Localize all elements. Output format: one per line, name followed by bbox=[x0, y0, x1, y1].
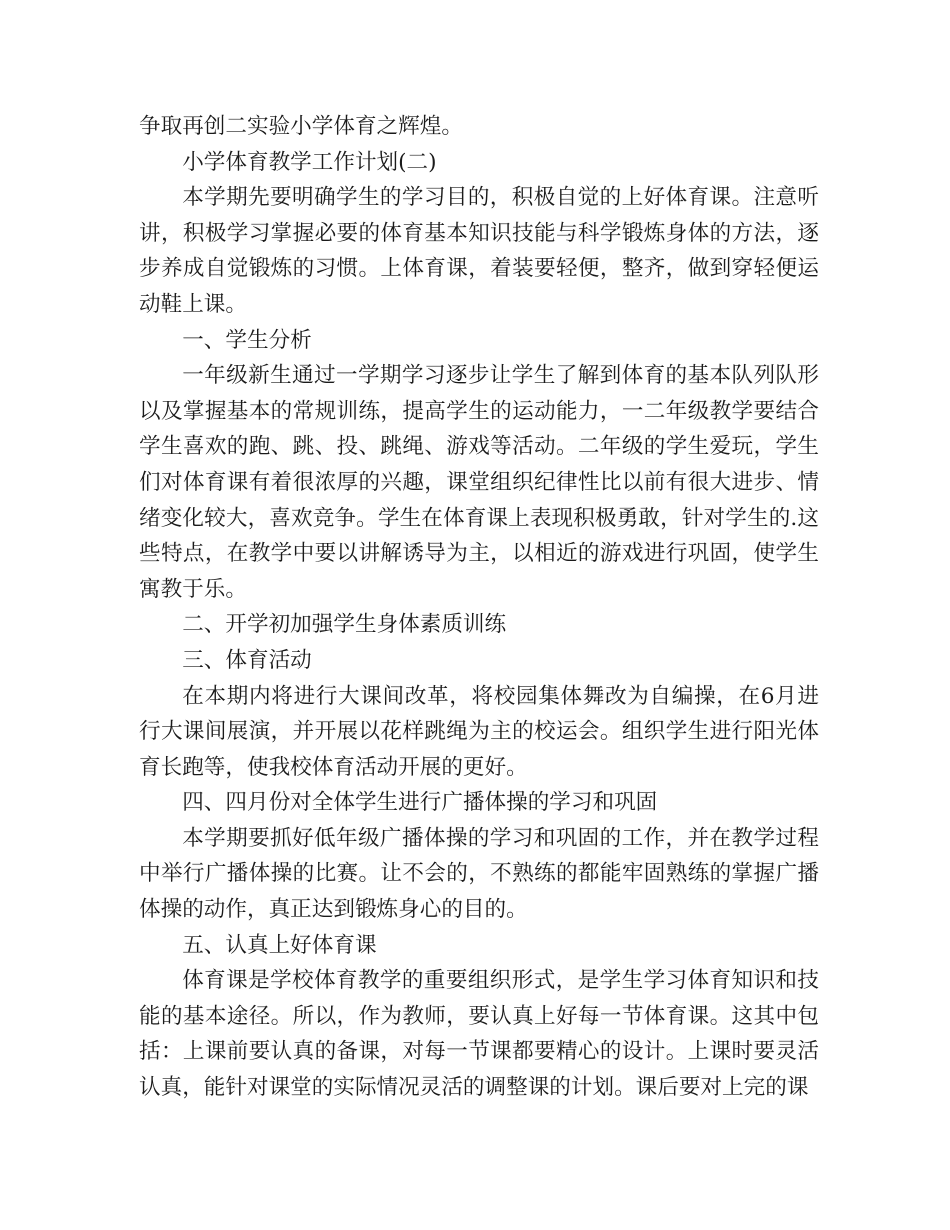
paragraph-pe-class: 体育课是学校体育教学的重要组织形式，是学生学习体育知识和技能的基本途径。所以，作为教师，要认真上好每一节体育课。这其中包括：上课前要认真的备课，对每一节课都要精心的设计。上课时要灵活认真，能针对课堂的实际情况灵活的调整课的计划。课后要对上完的课 bbox=[139, 968, 819, 1101]
paragraph-intro: 本学期先要明确学生的学习目的，积极自觉的上好体育课。注意听讲，积极学习掌握必要的体育基本知识技能与科学锻炼身体的方法，逐步养成自觉锻炼的习惯。上体育课，着装要轻便，整齐，做到穿轻便运动鞋上课。 bbox=[139, 185, 819, 317]
section-heading-3: 三、体育活动 bbox=[182, 647, 312, 673]
paragraph-continuation: 争取再创二实验小学体育之辉煌。 bbox=[139, 114, 463, 139]
section-heading-4: 四、四月份对全体学生进行广播体操的学习和巩固 bbox=[182, 790, 658, 816]
document-title: 小学体育教学工作计划(二) bbox=[182, 149, 437, 175]
paragraph-sports-activities: 在本期内将进行大课间改革，将校园集体舞改为自编操，在6月进行大课间展演，并开展以花样跳绳为主的校运会。组织学生进行阳光体育长跑等，使我校体育活动开展的更好。 bbox=[139, 683, 819, 780]
section-heading-1: 一、学生分析 bbox=[182, 327, 312, 353]
paragraph-broadcast-exercise: 本学期要抓好低年级广播体操的学习和巩固的工作，并在教学过程中举行广播体操的比赛。让不会的，不熟练的都能牢固熟练的掌握广播体操的动作，真正达到锻炼身心的目的。 bbox=[139, 825, 819, 923]
section-heading-5: 五、认真上好体育课 bbox=[182, 932, 377, 958]
document-body bbox=[139, 109, 819, 1106]
paragraph-student-analysis: 一年级新生通过一学期学习逐步让学生了解到体育的基本队列队形以及掌握基本的常规训练，提高学生的运动能力，一二年级教学要结合学生喜欢的跑、跳、投、跳绳、游戏等活动。二年级的学生爱玩，学生们对体育课有着很浓厚的兴趣，课堂组织纪律性比以前有很大进步、情绪变化较大，喜欢竞争。学生在体育课上表现积极勇敢，针对学生的.这些特点，在教学中要以讲解诱导为主，以相近的游戏进行巩固，使学生寓教于乐。 bbox=[139, 363, 819, 602]
section-heading-2: 二、开学初加强学生身体素质训练 bbox=[182, 612, 507, 638]
